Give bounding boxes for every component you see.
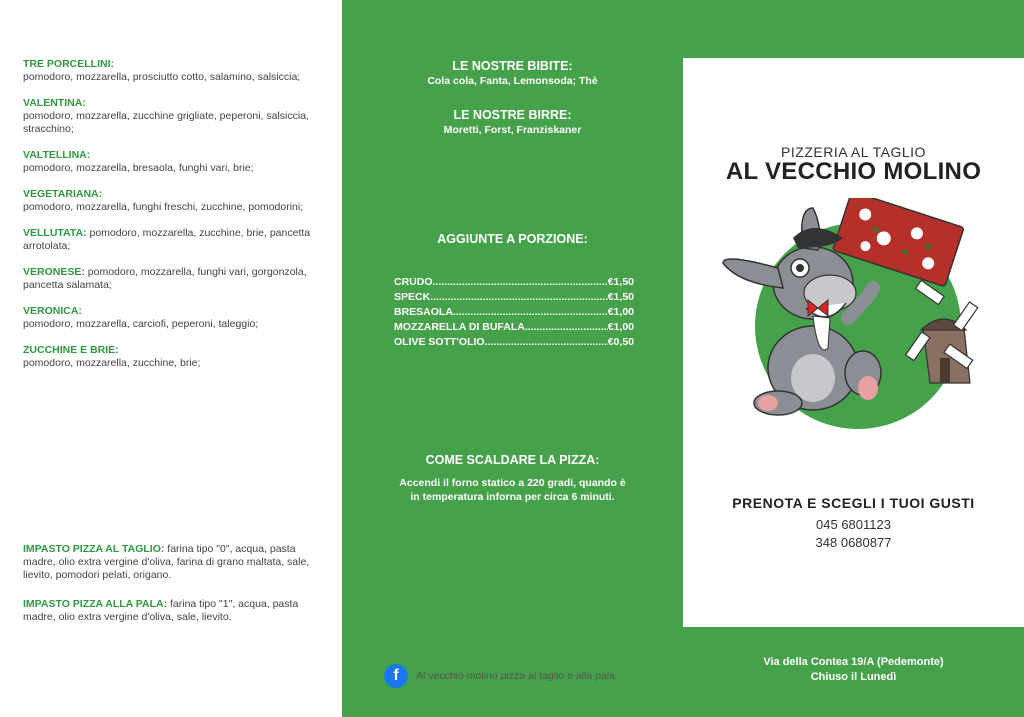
brand-title: AL VECCHIO MOLINO xyxy=(725,158,982,185)
pizza-item xyxy=(23,149,322,175)
pizza-name: VEGETARIANA: xyxy=(23,188,103,200)
facebook-text[interactable]: Al vecchio molino pizza al taglio e alla pala xyxy=(416,670,616,682)
addon-name: CRUDO xyxy=(394,276,433,288)
phone-number-2[interactable]: 348 0680877 xyxy=(815,535,892,550)
pizza-name: ZUCCHINE E BRIE: xyxy=(23,344,119,356)
impasto-desc: farina tipo "1", acqua, pasta madre, olio extra vergine d'oliva, sale, lievito. xyxy=(23,598,299,623)
addon-dots xyxy=(453,305,608,320)
addon-row xyxy=(394,335,634,350)
addon-price: €0,50 xyxy=(607,336,634,348)
pizza-name: TRE PORCELLINI: xyxy=(23,58,114,70)
pizza-item xyxy=(23,344,322,370)
addon-price: €1,00 xyxy=(607,321,634,333)
pizza-name: VERONESE: xyxy=(23,266,85,278)
bibite-list: Cola cola, Fanta, Lemonsoda; Thè xyxy=(427,75,598,87)
pizza-list xyxy=(23,58,322,370)
pizza-item xyxy=(23,227,322,253)
bibite-title: LE NOSTRE BIBITE: xyxy=(452,59,573,73)
pizza-item xyxy=(23,188,322,214)
addon-name: MOZZARELLA DI BUFALA xyxy=(394,321,525,333)
facebook-link[interactable] xyxy=(384,664,615,688)
addon-price: €1,50 xyxy=(607,291,634,303)
impasto-name: IMPASTO PIZZA ALLA PALA: xyxy=(23,598,168,610)
prenota-heading: PRENOTA E SCEGLI I TUOI GUSTI xyxy=(732,495,975,511)
addon-dots xyxy=(433,275,608,290)
donkey-mascot-illustration xyxy=(718,198,990,430)
pizza-name: VERONICA: xyxy=(23,305,82,317)
scaldare-text: Accendi il forno statico a 220 gradi, quando è in temperatura inforna per circa 6 minuti. xyxy=(399,477,626,503)
top-green-strip xyxy=(683,0,1024,58)
pizza-name: VALENTINA: xyxy=(23,97,86,109)
pizza-item xyxy=(23,58,322,84)
aggiunte-title: AGGIUNTE A PORZIONE: xyxy=(437,232,588,246)
pizza-desc: pomodoro, mozzarella, funghi vari, gorgonzola, pancetta salamata; xyxy=(23,266,307,291)
addon-name: OLIVE SOTT'OLIO xyxy=(394,336,485,348)
addon-dots xyxy=(485,335,608,350)
pizza-desc: pomodoro, mozzarella, zucchine, brie; xyxy=(23,357,201,369)
addon-dots xyxy=(430,290,608,305)
addon-price: €1,00 xyxy=(607,306,634,318)
impasto-item xyxy=(23,543,323,582)
addon-name: BRESAOLA xyxy=(394,306,453,318)
brand-subtitle: PIZZERIA AL TAGLIO xyxy=(781,144,926,160)
addon-name: SPECK xyxy=(394,291,431,303)
addon-dots xyxy=(525,320,608,335)
pizza-desc: pomodoro, mozzarella, prosciutto cotto, salamino, salsiccia; xyxy=(23,71,301,83)
addon-row xyxy=(394,305,634,320)
scaldare-title: COME SCALDARE LA PIZZA: xyxy=(425,453,600,467)
pizza-desc: pomodoro, mozzarella, carciofi, peperoni, taleggio; xyxy=(23,318,259,330)
address-text: Via della Contea 19/A (Pedemonte) xyxy=(763,656,944,668)
impasto-item xyxy=(23,598,323,624)
addon-row xyxy=(394,275,634,290)
birre-title: LE NOSTRE BIRRE: xyxy=(453,108,572,122)
impasto-name: IMPASTO PIZZA AL TAGLIO: xyxy=(23,543,165,555)
pizza-desc: pomodoro, mozzarella, bresaola, funghi vari, brie; xyxy=(23,162,254,174)
pizza-item xyxy=(23,266,322,292)
pizza-desc: pomodoro, mozzarella, funghi freschi, zucchine, pomodorini; xyxy=(23,201,304,213)
addon-price: €1,50 xyxy=(607,276,634,288)
facebook-icon[interactable]: f xyxy=(384,664,408,688)
middle-panel xyxy=(342,0,683,717)
phone-number-1[interactable]: 045 6801123 xyxy=(816,517,891,532)
pizza-desc: pomodoro, mozzarella, zucchine grigliate, peperoni, salsiccia, stracchino; xyxy=(23,110,309,135)
pizza-name: VALTELLINA: xyxy=(23,149,91,161)
addon-row xyxy=(394,290,634,305)
impasto-desc: farina tipo "0", acqua, pasta madre, olio extra vergine d'oliva, farina di grano maltata, sale, lievito, pomodori pelati, origano. xyxy=(23,543,310,581)
pizza-item xyxy=(23,97,322,136)
pizza-desc: pomodoro, mozzarella, zucchine, brie, pancetta arrotolata; xyxy=(23,227,311,252)
pizza-name: VELLUTATA: xyxy=(23,227,87,239)
closed-day-text: Chiuso il Lunedì xyxy=(810,671,897,683)
addon-list xyxy=(394,275,634,350)
pizza-item xyxy=(23,305,322,331)
addon-row xyxy=(394,320,634,335)
birre-list: Moretti, Forst, Franziskaner xyxy=(443,124,582,136)
